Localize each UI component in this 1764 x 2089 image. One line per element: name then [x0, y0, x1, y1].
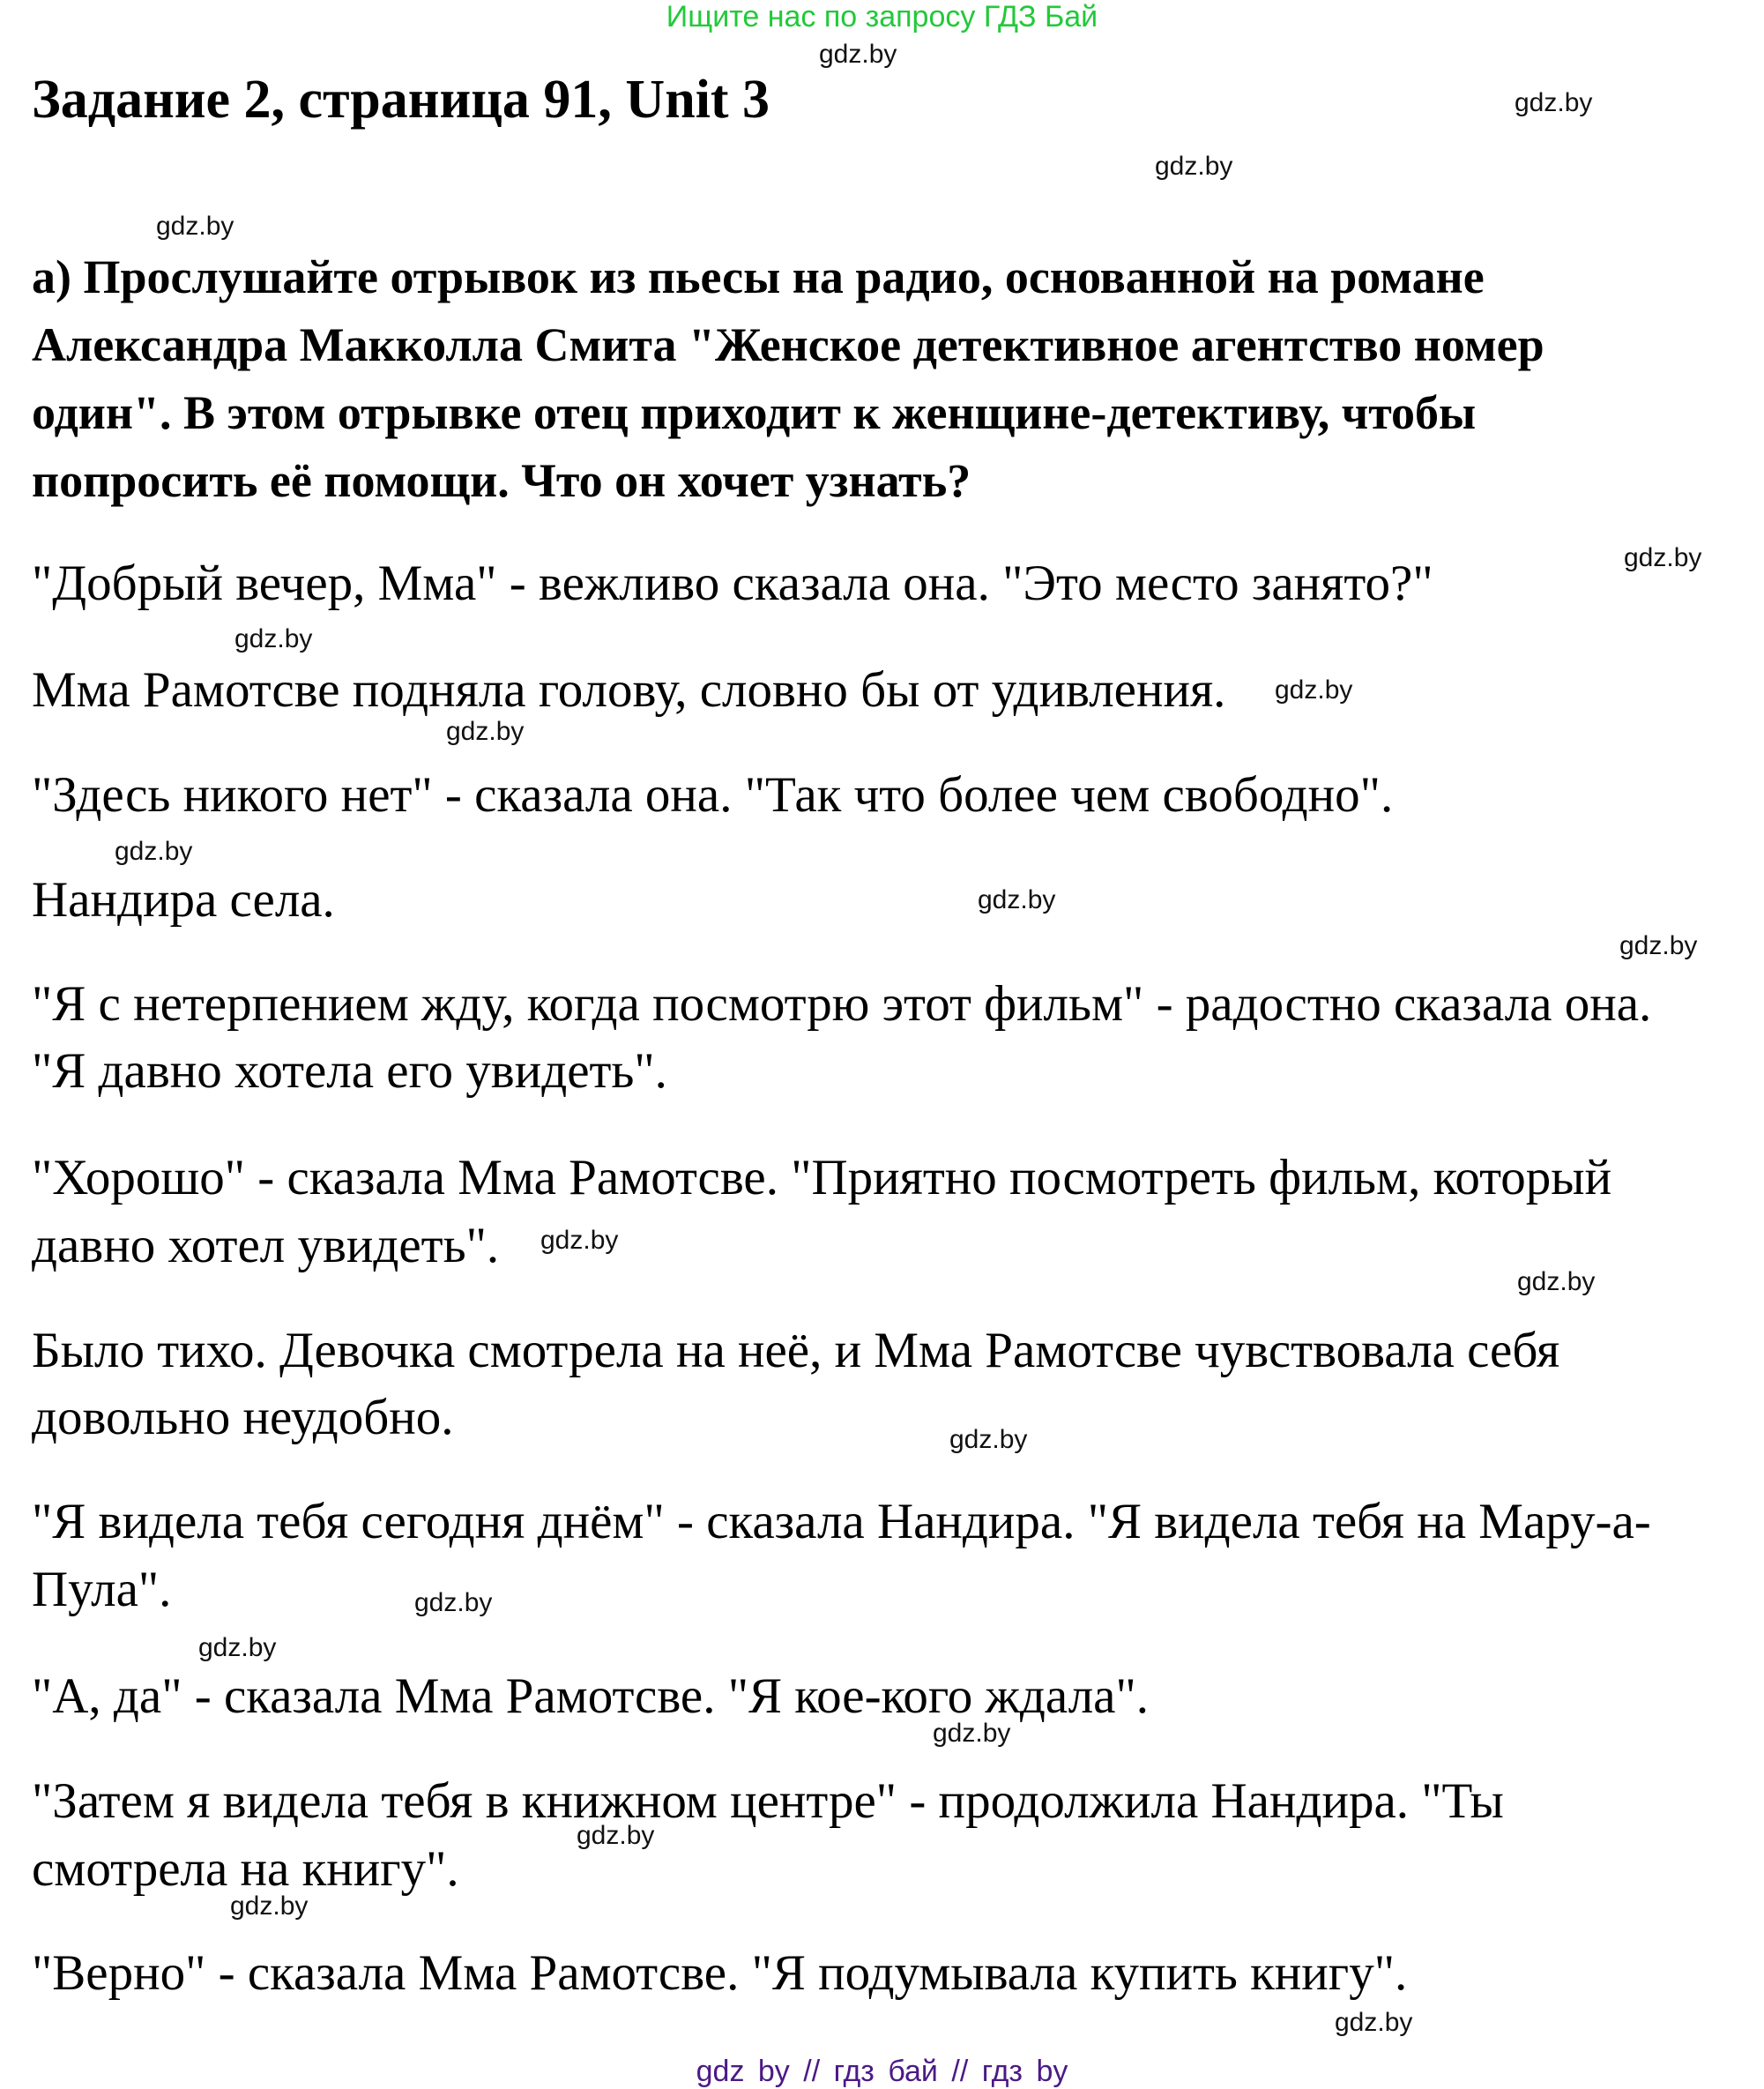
task-line: один". В этом отрывке отец приходит к женщине-детективу, чтобы — [32, 386, 1477, 439]
watermark: gdz.by — [1517, 1267, 1596, 1296]
watermark: gdz.by — [1335, 2008, 1413, 2037]
footer-links: gdz by // гдз бай // гдз by — [696, 2055, 1068, 2088]
page-title: Задание 2, страница 91, Unit 3 — [32, 70, 770, 130]
watermark: gdz.by — [577, 1821, 655, 1850]
watermark: gdz.by — [446, 717, 525, 746]
promo-banner: Ищите нас по запросу ГДЗ Бай — [666, 0, 1098, 34]
watermark: gdz.by — [1619, 931, 1698, 960]
watermark: gdz.by — [1515, 88, 1593, 117]
watermark: gdz.by — [1155, 152, 1233, 181]
watermark: gdz.by — [949, 1425, 1028, 1454]
watermark: gdz.by — [819, 40, 897, 69]
watermark: gdz.by — [1275, 675, 1353, 705]
dialogue-line: "А, да" - сказала Мма Рамотсве. "Я кое-кого ждала". — [32, 1668, 1149, 1724]
watermark: gdz.by — [933, 1719, 1011, 1748]
dialogue-line: "Я давно хотела его увидеть". — [32, 1043, 667, 1099]
dialogue-line: "Я видела тебя сегодня днём" - сказала Нандира. "Я видела тебя на Мару-а- — [32, 1494, 1651, 1549]
watermark: gdz.by — [115, 837, 193, 866]
narration-line: Нандира села. — [32, 872, 335, 928]
watermark: gdz.by — [198, 1633, 277, 1662]
dialogue-line: "Хорошо" - сказала Мма Рамотсве. "Приятно посмотреть фильм, который — [32, 1150, 1612, 1205]
watermark: gdz.by — [540, 1226, 619, 1255]
task-line: попросить её помощи. Что он хочет узнать? — [32, 454, 971, 507]
dialogue-line: "Добрый вечер, Мма" - вежливо сказала она. "Это место занято?" — [32, 556, 1433, 611]
task-line: а) Прослушайте отрывок из пьесы на радио, основанной на романе — [32, 250, 1485, 303]
watermark: gdz.by — [978, 885, 1056, 914]
watermark: gdz.by — [234, 624, 313, 653]
dialogue-line: "Затем я видела тебя в книжном центре" - продолжила Нандира. "Ты — [32, 1773, 1504, 1829]
dialogue-line: смотрела на книгу". — [32, 1841, 459, 1897]
task-instruction — [32, 243, 1742, 515]
dialogue-line: "Верно" - сказала Мма Рамотсве. "Я подумывала купить книгу". — [32, 1945, 1408, 2001]
narration-line: Было тихо. Девочка смотрела на неё, и Мма Рамотсве чувствовала себя — [32, 1323, 1560, 1378]
narration-line: Мма Рамотсве подняла голову, словно бы от удивления. — [32, 662, 1226, 718]
dialogue-line: давно хотел увидеть". — [32, 1218, 500, 1273]
task-line: Александра Макколла Смита "Женское детективное агентство номер — [32, 318, 1544, 371]
watermark: gdz.by — [230, 1891, 309, 1921]
watermark: gdz.by — [1624, 543, 1702, 572]
dialogue-line: "Я с нетерпением жду, когда посмотрю этот фильм" - радостно сказала она. — [32, 976, 1652, 1032]
narration-line: довольно неудобно. — [32, 1390, 454, 1445]
watermark: gdz.by — [414, 1588, 493, 1617]
watermark: gdz.by — [156, 212, 234, 241]
dialogue-line: "Здесь никого нет" - сказала она. "Так что более чем свободно". — [32, 767, 1394, 823]
dialogue-line: Пула". — [32, 1562, 172, 1617]
